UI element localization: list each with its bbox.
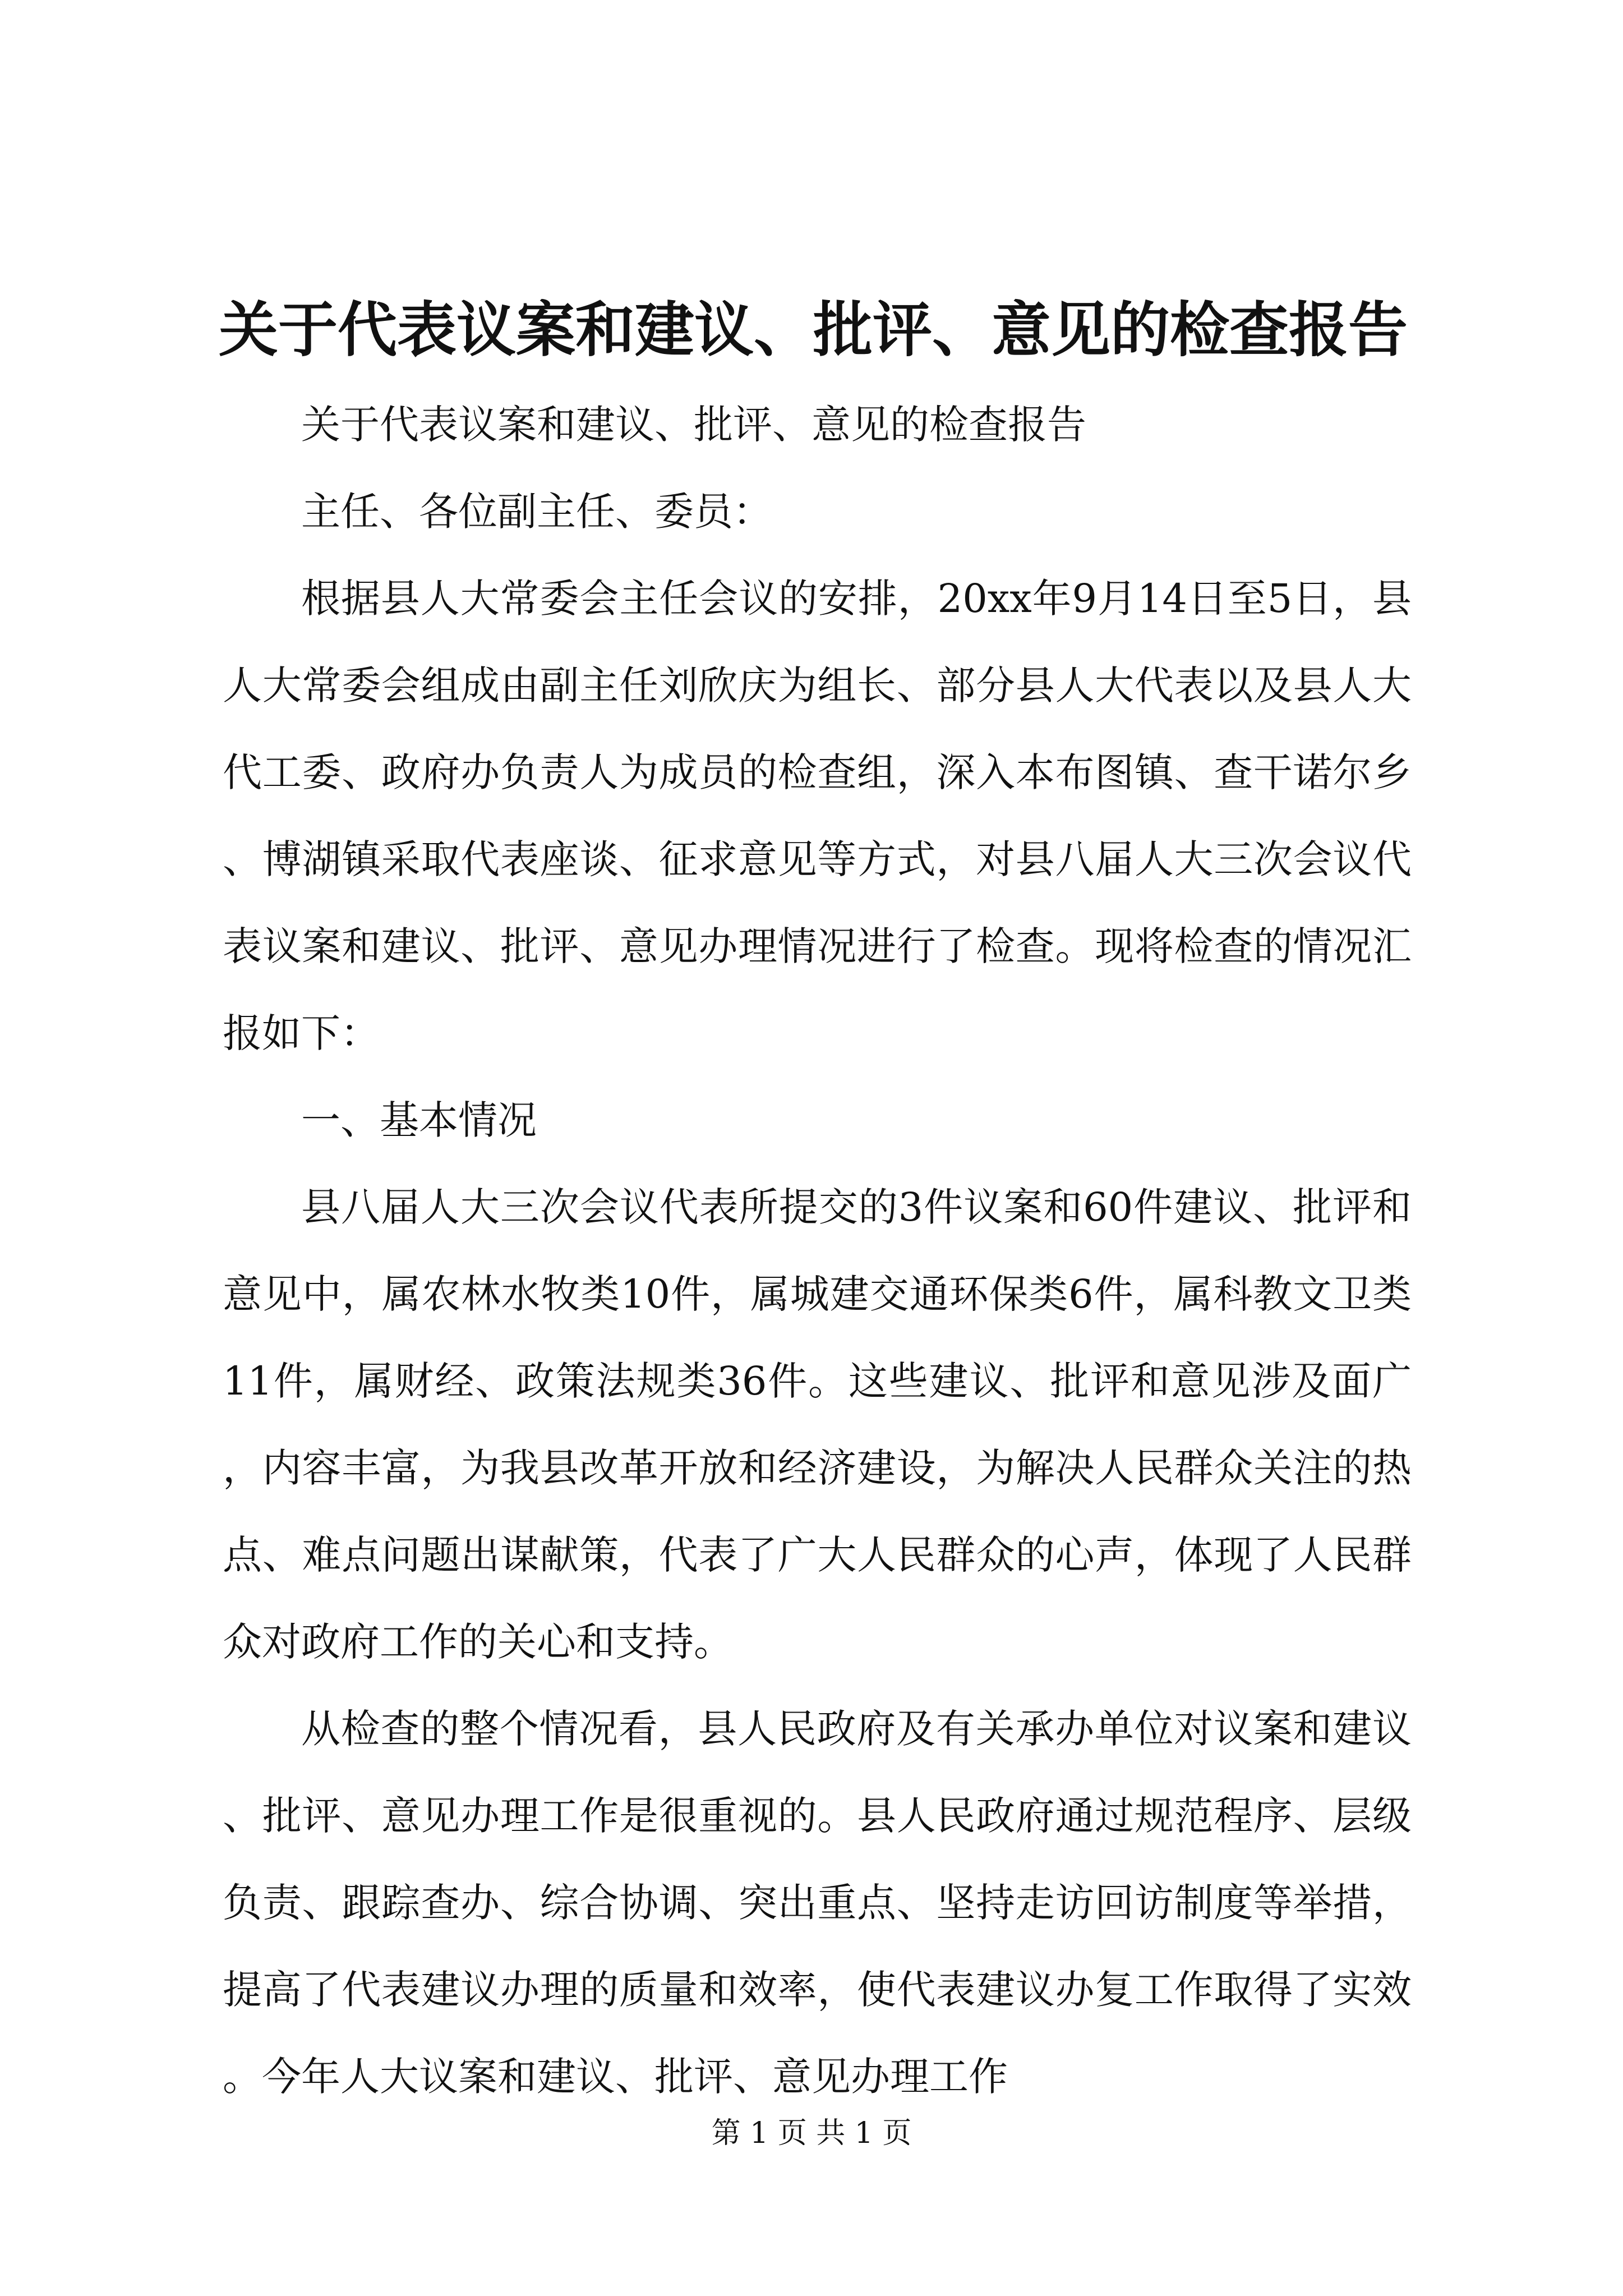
page-number-footer: 第 1 页 共 1 页 — [711, 2116, 912, 2150]
document-body — [223, 381, 1412, 2120]
document-title: 关于代表议案和建议、批评、意见的检查报告 — [219, 295, 1408, 365]
body-paragraph-salutation: 主任、各位副主任、委员： — [301, 489, 772, 535]
body-paragraph-statistics: 县八届人大三次会议代表所提交的3件议案和60件建议、批评和意见中，属农林水牧类10件，属城建交通环保类6件，属科教文卫类11件，属财经、政策法规类36件。这些建议、批评和意见涉及面广，内容丰富，为我县改革开放和经济建设，为解决人民群众关注的热点、难点问题出谋献策，代表了广大人民群众的心声，体现了人民群众对政府工作的关心和支持。 — [223, 1184, 1412, 1665]
body-paragraph-intro: 根据县人大常委会主任会议的安排，20xx年9月14日至5日，县人大常委会组成由副主任刘欣庆为组长、部分县人大代表以及县人大代工委、政府办负责人为成员的检查组，深入本布图镇、查干诺尔乡、博湖镇采取代表座谈、征求意见等方式，对县八届人大三次会议代表议案和建议、批评、意见办理情况进行了检查。现将检查的情况汇报如下： — [223, 576, 1412, 1056]
body-paragraph-inspection-summary: 从检查的整个情况看，县人民政府及有关承办单位对议案和建议、批评、意见办理工作是很重视的。县人民政府通过规范程序、层级负责、跟踪查办、综合协调、突出重点、坚持走访回访制度等举措，提高了代表建议办理的质量和效率，使代表建议办复工作取得了实效。今年人大议案和建议、批评、意见办理工作 — [223, 1706, 1412, 2100]
body-paragraph-subtitle: 关于代表议案和建议、批评、意见的检查报告 — [301, 402, 1086, 448]
section-heading-basic-situation: 一、基本情况 — [301, 1097, 537, 1143]
